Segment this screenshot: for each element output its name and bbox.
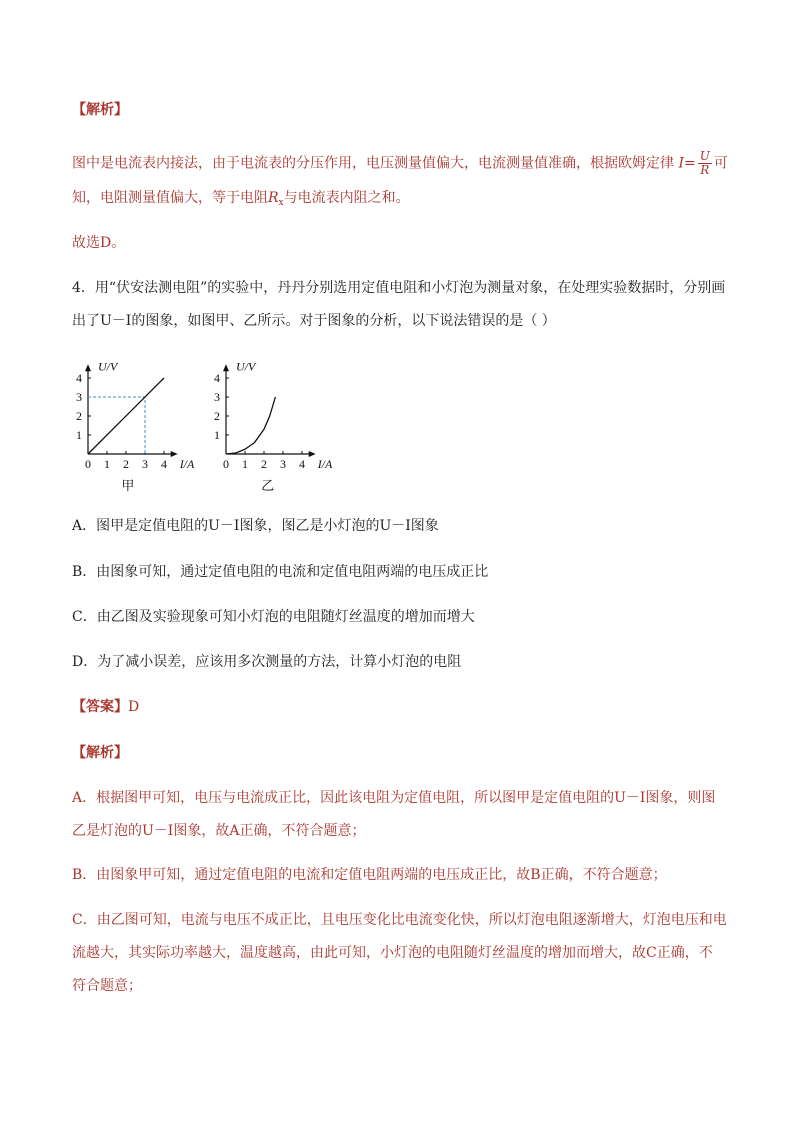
analysis-1-choice: 故选D。 (72, 235, 126, 251)
analysis-2-a-line-2: 乙是灯泡的U－I图象，故A正确，不符合题意； (72, 823, 366, 839)
analysis-2-b-line-1: B．由图象甲可知，通过定值电阻的电流和定值电阻两端的电压成正比，故B正确，不符合题意； (72, 867, 667, 883)
chart-0-y-tick-label: 4 (76, 371, 82, 385)
rx-subscript: x (278, 198, 284, 208)
chart-0-x-tick-label: 1 (104, 457, 110, 471)
analysis-2-c-line-2: 流越大，其实际功率越大，温度越高，由此可知，小灯泡的电阻随灯丝温度的增加而增大，故C正确，不 (72, 945, 713, 961)
option-a: A．图甲是定值电阻的U－I图象，图乙是小灯泡的U－I图象 (72, 518, 439, 534)
chart-0-x-tick-label: 3 (142, 457, 148, 471)
chart-1-y-tick-label: 1 (214, 428, 220, 442)
analysis-1-text-c: 知，电阻测量值偏大，等于电阻 (72, 190, 268, 206)
chart-1-caption: 乙 (261, 478, 275, 493)
answer-label: 【答案】 (72, 699, 128, 715)
chart-0-y-tick-label: 1 (76, 428, 82, 442)
analysis-heading-2: 【解析】 (72, 745, 128, 761)
chart-0-x-arrow (171, 451, 178, 457)
chart-1-x-tick-label: 3 (280, 457, 286, 471)
chart-0-x-tick-label: 4 (161, 457, 167, 471)
rx-symbol: R (268, 190, 279, 206)
chart-1-y-arrow (223, 364, 229, 371)
chart-0-series-line (88, 378, 164, 454)
chart-1-y-tick-label: 4 (214, 371, 220, 385)
ohm-fraction (698, 150, 712, 177)
formula-eq: = (683, 155, 696, 172)
chart-1-x-axis-label: I/A (317, 457, 333, 471)
question-4-line-2: 出了U－I的图象，如图甲、乙所示。对于图象的分析，以下说法错误的是（ ） (72, 313, 556, 329)
analysis-1-line-2 (72, 188, 410, 213)
analysis-heading-1: 【解析】 (72, 102, 128, 118)
answer-line (72, 697, 139, 717)
analysis-2-c-line-3: 符合题意； (72, 978, 142, 994)
chart-1-series-line (226, 397, 275, 454)
analysis-1-text-a: 图中是电流表内接法，由于电流表的分压作用，电压测量值偏大，电流测量值准确，根据欧姆定律 (72, 155, 674, 172)
analysis-1-line-1 (72, 150, 728, 177)
chart-1-x-tick-label: 4 (299, 457, 305, 471)
chart-1-x-tick-label: 1 (242, 457, 248, 471)
chart-1-y-tick-label: 3 (214, 390, 220, 404)
formula-lhs: I (678, 155, 684, 172)
chart-1-x-arrow (309, 451, 316, 457)
chart-0-y-tick-label: 3 (76, 390, 82, 404)
analysis-2-a-line-1: A．根据图甲可知，电压与电流成正比，因此该电阻为定值电阻，所以图甲是定值电阻的U－I图象，则图 (72, 790, 716, 806)
chart-yi (208, 346, 338, 496)
analysis-1-text-b: 可 (713, 155, 728, 172)
fraction-numerator: U (699, 149, 710, 163)
option-b: B．由图象可知，通过定值电阻的电流和定值电阻两端的电压成正比 (72, 564, 489, 580)
analysis-1-text-d: 与电流表内阻之和。 (283, 190, 410, 206)
chart-0-x-axis-label: I/A (179, 457, 195, 471)
chart-1-x-tick-label: 2 (261, 457, 267, 471)
fraction-denominator: R (700, 163, 710, 177)
chart-1-y-tick-label: 2 (214, 409, 220, 423)
chart-0-caption: 甲 (121, 478, 135, 493)
chart-jia (70, 346, 195, 496)
analysis-2-c-line-1: C．由乙图可知，电流与电压不成正比，且电压变化比电流变化快，所以灯泡电阻逐渐增大，灯泡电压和电 (72, 912, 727, 928)
chart-1-y-axis-label: U/V (236, 359, 256, 374)
chart-0-y-axis-label: U/V (98, 359, 118, 374)
option-c: C．由乙图及实验现象可知小灯泡的电阻随灯丝温度的增加而增大 (72, 609, 475, 625)
chart-0-x-tick-label: 0 (85, 457, 91, 471)
chart-1-x-tick-label: 0 (223, 457, 229, 471)
chart-0-x-tick-label: 2 (123, 457, 129, 471)
chart-0-y-tick-label: 2 (76, 409, 82, 423)
chart-0-y-arrow (85, 364, 91, 371)
option-d: D．为了减小误差，应该用多次测量的方法，计算小灯泡的电阻 (72, 654, 462, 670)
question-4-line-1: 4．用“伏安法测电阻”的实验中，丹丹分别选用定值电阻和小灯泡为测量对象，在处理实验数据时，分别画 (72, 280, 726, 296)
answer-value: D (128, 699, 140, 715)
